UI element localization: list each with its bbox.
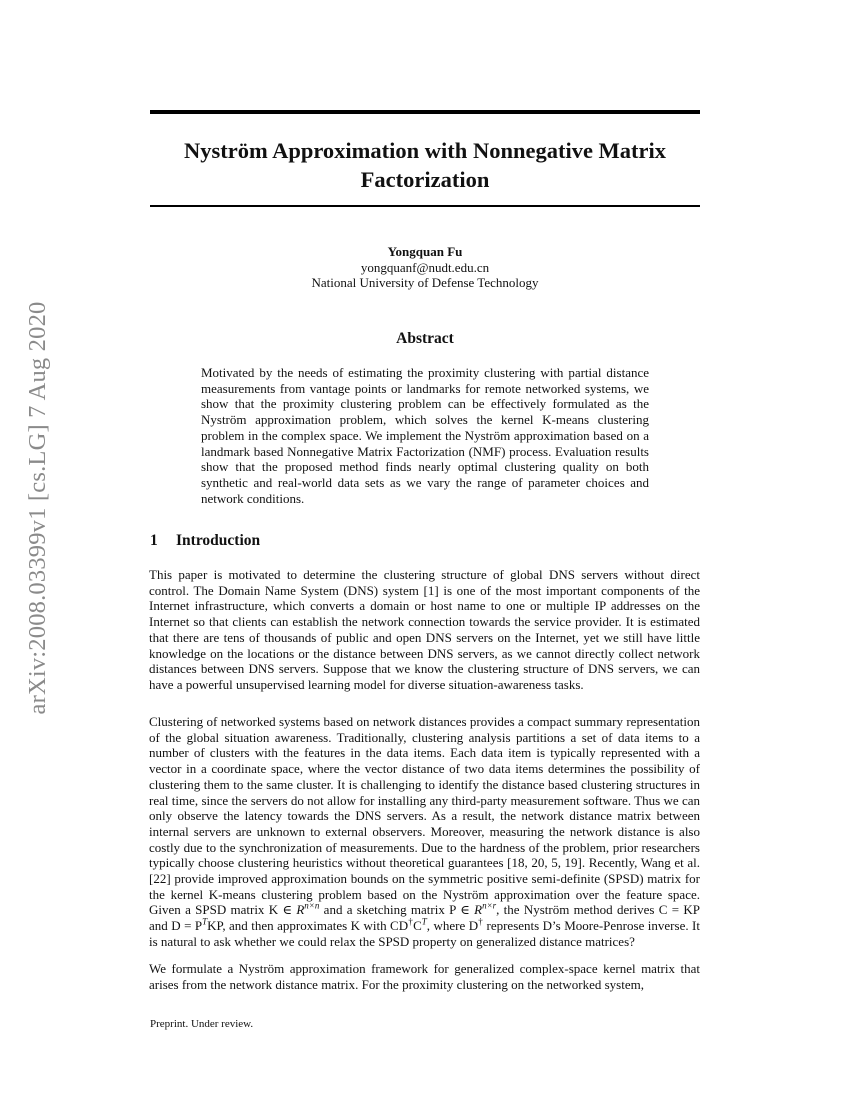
abstract-body: Motivated by the needs of estimating the proximity clustering with partial distance measurements from vantage points or landmarks for remote networked systems, we show that the proximity clustering problem can be effectively formulated as the Nyström approximation problem, which solves the kernel K-means clustering problem in the complex space. We implement the Nyström approximation based on a landmark based Nonnegative Matrix Factorization (NMF) process. Evaluation results show that the proposed method finds nearly optimal clustering quality on both synthetic and real-world data sets as we vary the range of parameter choices and network conditions. — [201, 365, 649, 506]
section-number: 1 — [150, 532, 158, 549]
author-affiliation: National University of Defense Technology — [311, 275, 539, 290]
section-title: Introduction — [176, 532, 261, 549]
author-email: yongquanf@nudt.edu.cn — [360, 259, 490, 275]
math-dagger: † — [408, 916, 414, 927]
author-name: Yongquan Fu — [387, 244, 463, 259]
paper-title — [150, 136, 700, 194]
para2-text-g: represents D’s Moore-Penrose inverse. It is natural to ask whether we could relax the SPSD property on generalized distance matrices? — [149, 918, 701, 949]
para2-text-d: KP, and then approximates K with CD — [207, 918, 409, 934]
para2-text-e: C — [413, 918, 422, 934]
title-rule-top — [150, 110, 700, 114]
intro-paragraph-2 — [149, 714, 700, 950]
para2-text-f: , where D — [426, 918, 479, 934]
title-rule-bottom — [150, 205, 700, 207]
arxiv-identifier-stamp: arXiv:2008.03399v1 [cs.LG] 7 Aug 2020 — [24, 301, 51, 715]
para2-text-a: Clustering of networked systems based on network distances provides a compact summary representation of the global situation awareness. Traditionally, clustering analysis partitions a set of data items to a number of clusters with the features in the data items. Each data item is typically represented with a vector in a coordinate space, where the vector distance of two data items determines the possibility of clustering them to the same cluster. It is challenging to identify the distance based clustering structures in real time, since the servers do not allow for installing any third-party measurement software. Thus we can only observe the latency towards the DNS servers. As a result, the network distance matrix between internal servers are unknown to external observers. Moreover, measuring the network distance is also costly due to the synchronization of measurements. Due to the hardness of the problem, prior researchers typically choose clustering heuristics without theoretical guarantees [18, 20, 5, 19]. Recently, Wang et al. [22] provide improved approximation bounds on the symmetric positive semi-definite (SPSD) matrix for the kernel K-means clustering problem based on the Nyström approximation over the feature space. Given a SPSD matrix K ∈ — [149, 714, 700, 918]
math-nxn: n×n — [304, 901, 320, 912]
math-R: R — [296, 902, 305, 918]
intro-paragraph-1: This paper is motivated to determine the clustering structure of global DNS servers without direct control. The Domain Name System (DNS) system [1] is one of the most important components of the Internet infrastructure, which converts a domain or host name to one or multiple IP addresses on the Internet so that clients can establish the network connection towards the service provider. It is estimated that there are tens of thousands of public and open DNS servers on the Internet, yet we still have little knowledge on the locations or the distance between DNS servers, as we cannot directly collect network distances between DNS servers. Suppose that we know the clustering structure of DNS servers, we can have a powerful unsupervised learning model for diverse situation-awareness tasks. — [149, 567, 700, 692]
para2-text-b: and a sketching matrix P ∈ — [319, 902, 475, 918]
math-R-2: R — [474, 902, 483, 918]
intro-paragraph-3: We formulate a Nyström approximation framework for generalized complex-space kernel matrix that arises from the network distance matrix. For the proximity clustering on the networked system, — [149, 961, 700, 992]
math-transpose: T — [202, 916, 208, 927]
math-nxr: n×r — [482, 901, 497, 912]
author-block — [150, 244, 700, 291]
title-line-1: Nyström Approximation with Nonnegative Matrix — [183, 138, 667, 163]
math-transpose-2: T — [421, 916, 427, 927]
math-dagger-2: † — [478, 916, 484, 927]
para2-text-c: , the Nyström method derives C = KP and D = P — [149, 902, 700, 934]
abstract-heading: Abstract — [396, 330, 454, 347]
footer-note: Preprint. Under review. — [150, 1018, 254, 1030]
section-heading-introduction — [150, 532, 260, 550]
title-line-2: Factorization — [360, 167, 490, 192]
